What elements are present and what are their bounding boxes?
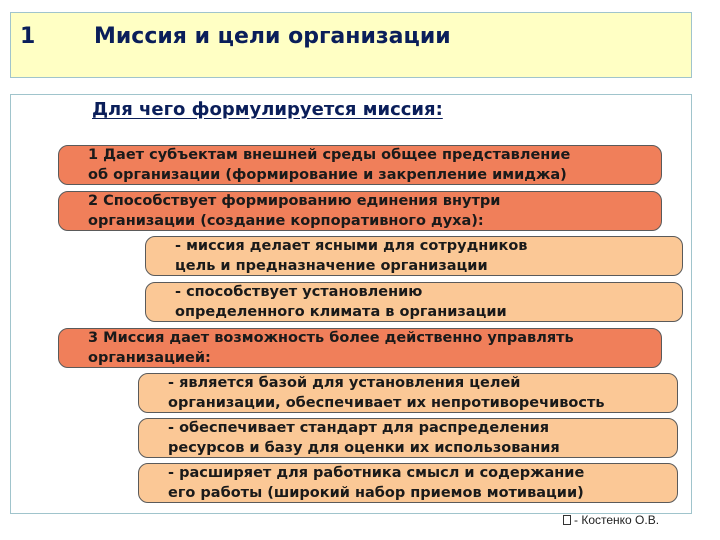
mission-item-3-line-2: организацией: (88, 350, 211, 366)
author-credit (563, 513, 659, 527)
slide-subtitle: Для чего формулируется миссия: (92, 99, 443, 120)
mission-sub-2b-line-1: - способствует установлению (175, 284, 423, 300)
mission-sub-3b-line-2: ресурсов и базу для оценки их использования (168, 440, 560, 456)
copyright-icon (563, 515, 571, 525)
mission-sub-2a-line-1: - миссия делает ясными для сотрудников (175, 238, 528, 254)
mission-sub-3a-line-2: организации, обеспечивает их непротиворечивость (168, 395, 605, 411)
mission-item-3-line-1: 3 Миссия дает возможность более действенно управлять (88, 330, 574, 346)
mission-item-2-line-1: 2 Способствует формированию единения внутри (88, 193, 501, 209)
author-credit-text: - Костенко О.В. (574, 513, 660, 527)
mission-sub-3c-line-2: его работы (широкий набор приемов мотивации) (168, 485, 584, 501)
mission-item-1-line-2: об организации (формирование и закрепление имиджа) (88, 167, 567, 183)
mission-sub-3b-line-1: - обеспечивает стандарт для распределения (168, 420, 550, 436)
mission-item-2-line-2: организации (создание корпоративного духа): (88, 213, 484, 229)
mission-sub-2b-line-2: определенного климата в организации (175, 304, 507, 320)
slide-number: 1 (20, 24, 36, 49)
mission-sub-3a-line-1: - является базой для установления целей (168, 375, 521, 391)
slide-title: Миссия и цели организации (94, 24, 451, 49)
mission-sub-2a-line-2: цель и предназначение организации (175, 258, 488, 274)
mission-sub-3c-line-1: - расширяет для работника смысл и содержание (168, 465, 585, 481)
mission-item-1-line-1: 1 Дает субъектам внешней среды общее представление (88, 147, 571, 163)
